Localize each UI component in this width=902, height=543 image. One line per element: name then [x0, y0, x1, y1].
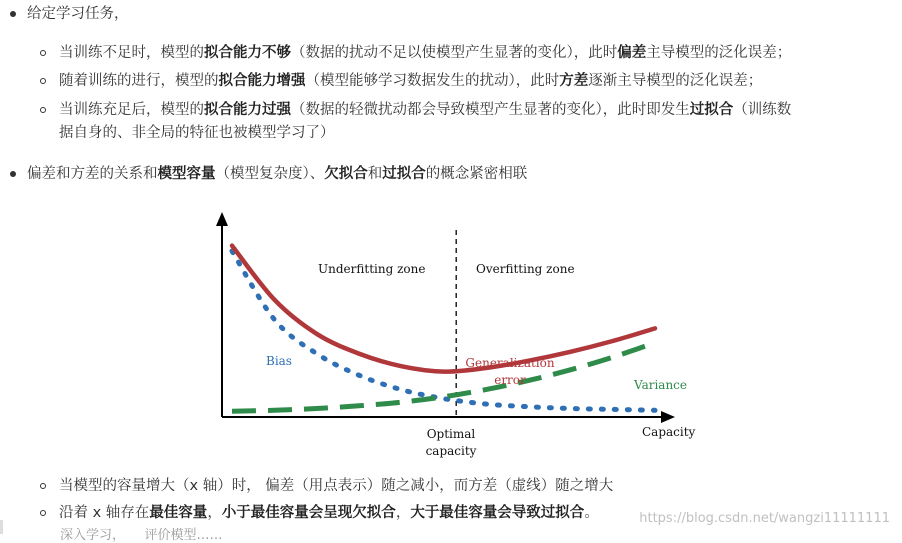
- optimal-label-line1: Optimal: [426, 427, 476, 441]
- second-b2: 欠拟合: [324, 166, 368, 182]
- overfitting-zone-label: Overfitting zone: [476, 262, 575, 276]
- bottom2-a: 沿着 x 轴存在: [59, 505, 150, 521]
- sub2-a: 随着训练的进行，模型的: [59, 73, 219, 89]
- sub2-d: 逐渐主导模型的泛化误差；: [588, 73, 763, 89]
- sub1-a: 当训练不足时，模型的: [59, 45, 204, 61]
- sub-bullet-circle: [40, 483, 46, 489]
- sub3-b1: 拟合能力过强: [204, 102, 291, 118]
- bottom2-b3: 大于最佳容量会导致过拟合: [410, 505, 585, 521]
- sub2-c: （模型能够学习数据发生的扰动），此时: [305, 73, 560, 89]
- underfitting-zone-label: Underfitting zone: [318, 262, 426, 276]
- bias-series-label: Bias: [266, 354, 292, 368]
- sub1-b1: 拟合能力不够: [204, 45, 291, 61]
- series-line-variance: [232, 343, 655, 411]
- variance-series-label: Variance: [634, 378, 687, 392]
- generalization-label-line1: Generalization: [465, 356, 555, 370]
- bottom2-e: 。: [584, 505, 599, 521]
- bottom2-d: ，: [395, 505, 411, 521]
- sub1-b2: 偏差: [617, 45, 647, 61]
- second-e: 的概念紧密相联: [425, 166, 528, 182]
- second-b3: 过拟合: [382, 166, 426, 182]
- bottom-point-2: [59, 503, 599, 523]
- bottom-point-1: 当模型的容量增大（x 轴）时， 偏差（用点表示）随之减小，而方差（虚线）随之增大: [59, 478, 614, 494]
- bottom2-c: ，: [207, 505, 222, 521]
- blockquote-bar: [0, 520, 3, 534]
- series-line-generalization-error: [232, 246, 655, 372]
- generalization-label-line2: error: [494, 373, 526, 387]
- sub2-b1: 拟合能力增强: [218, 73, 306, 89]
- sub2-b2: 方差: [559, 73, 589, 89]
- x-axis-label: Capacity: [642, 425, 696, 439]
- cut-off-line: 深入学习， 评价模型……: [60, 528, 223, 543]
- sub3-d: （训练数: [733, 102, 792, 118]
- sub-point-3-cont: 据自身的、非全局的特征也被模型学习了）: [59, 125, 335, 141]
- bottom2-b2: 小于最佳容量会呈现欠拟合: [221, 505, 396, 521]
- sub3-b2: 过拟合: [689, 102, 734, 118]
- series-line-bias: [232, 251, 655, 410]
- x-axis-arrow: [661, 411, 675, 423]
- second-d: 和: [367, 166, 383, 182]
- heading-bullet-text: 给定学习任务，: [27, 6, 129, 22]
- second-c: （模型复杂度）、: [215, 166, 325, 182]
- sub-bullet-circle: [40, 510, 46, 516]
- second-b1: 模型容量: [157, 166, 216, 182]
- bottom2-b1: 最佳容量: [149, 505, 208, 521]
- sub3-c: （数据的轻微扰动都会导致模型产生显著的变化），此时即发生: [291, 102, 690, 118]
- second-a: 偏差和方差的关系和: [27, 166, 158, 182]
- sub3-a: 当训练充足后，模型的: [59, 102, 204, 118]
- sub1-d: 主导模型的泛化误差；: [646, 45, 792, 61]
- optimal-label-line2: capacity: [425, 444, 477, 458]
- sub1-c: （数据的扰动不足以使模型产生显著的变化），此时: [291, 45, 618, 61]
- watermark: https://blog.csdn.net/wangzi11111111: [639, 511, 890, 526]
- y-axis-arrow: [216, 212, 228, 226]
